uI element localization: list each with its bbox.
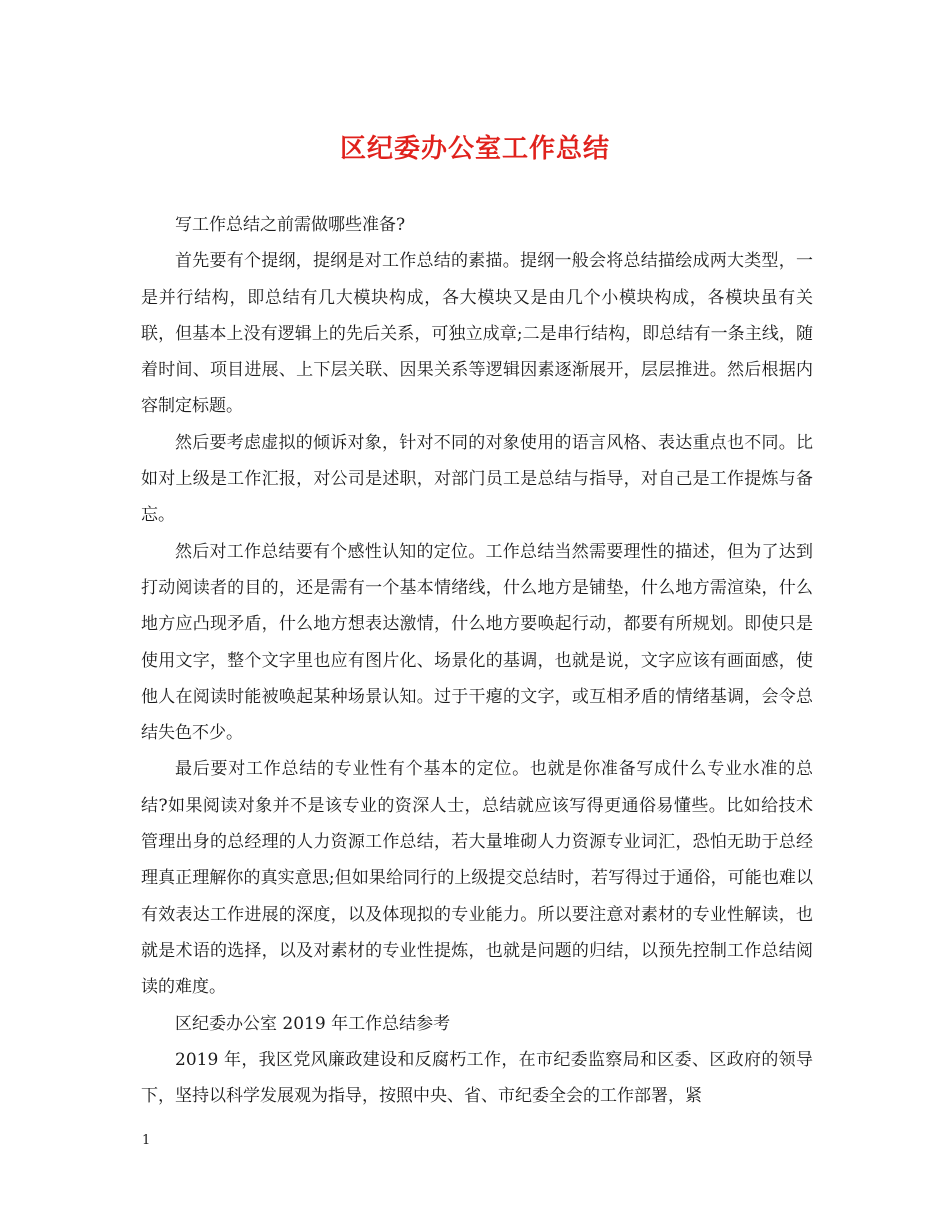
paragraph-1: 写工作总结之前需做哪些准备? xyxy=(175,215,406,235)
page-number: 1 xyxy=(142,1133,151,1148)
paragraph-6: 2019 年，我区党风廉政建设和反腐朽工作，在市纪委监察局和区委、区政府的领导下，坚持以科学发展观为指导，按照中央、省、市纪委全会的工作部署，紧 xyxy=(141,1049,813,1107)
paragraph-5: 最后要对工作总结的专业性有个基本的定位。也就是你准备写成什么专业水准的总结?如果阅读对象并不是该专业的资深人士，总结就应该写得更通俗易懂些。比如给技术管理出身的总经理的人力资源工作总结，若大量堆砌人力资源专业词汇，恐怕无助于总经理真正理解你的真实意思;但如果给同行的上级提交总结时，若写得过于通俗，可能也难以有效表达工作进展的深度，以及体现拟的专业能力。所以要注意对素材的专业性解读，也就是术语的选择，以及对素材的专业性提炼，也就是问题的归结，以预先控制工作总结阅读的难度。 xyxy=(141,759,813,998)
section-heading: 区纪委办公室 2019 年工作总结参考 xyxy=(175,1013,451,1034)
document-body xyxy=(141,207,813,1114)
document-title: 区纪委办公室工作总结 xyxy=(339,134,610,164)
paragraph-4: 然后对工作总结要有个感性认知的定位。工作总结当然需要理性的描述，但为了达到打动阅读者的目的，还是需有一个基本情绪线，什么地方是铺垫，什么地方需渲染，什么地方应凸现矛盾，什么地方想表达激情，什么地方要唤起行动，都要有所规划。即使只是使用文字，整个文字里也应有图片化、场景化的基调，也就是说，文字应该有画面感，使他人在阅读时能被唤起某种场景认知。过于干瘪的文字，或互相矛盾的情绪基调，会令总结失色不少。 xyxy=(141,541,813,744)
paragraph-2: 首先要有个提纲，提纲是对工作总结的素描。提纲一般会将总结描绘成两大类型，一是并行结构，即总结有几大模块构成，各大模块又是由几个小模块构成，各模块虽有关联，但基本上没有逻辑上的先后关系，可独立成章;二是串行结构，即总结有一条主线，随着时间、项目进展、上下层关联、因果关系等逻辑因素逐渐展开，层层推进。然后根据内容制定标题。 xyxy=(141,251,813,417)
paragraph-3: 然后要考虑虚拟的倾诉对象，针对不同的对象使用的语言风格、表达重点也不同。比如对上级是工作汇报，对公司是述职，对部门员工是总结与指导，对自己是工作提炼与备忘。 xyxy=(141,432,813,526)
